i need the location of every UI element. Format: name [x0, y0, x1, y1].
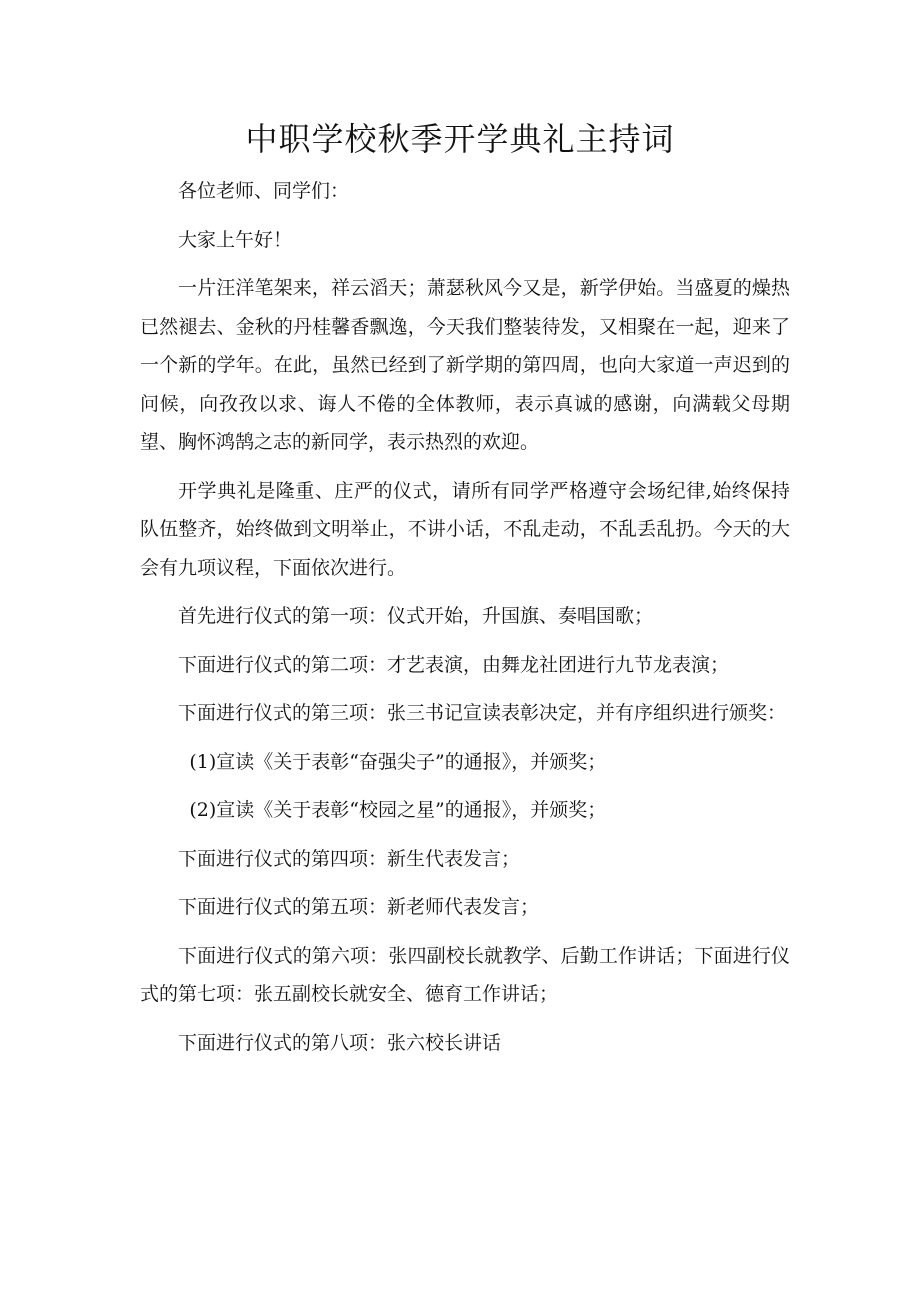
- paragraph-salutation: 各位老师、同学们：: [178, 180, 350, 202]
- agenda-subitem-2: (2)宣读《关于表彰“校园之星”的通报》，并颁奖；: [189, 799, 607, 821]
- document-body: [140, 172, 790, 1072]
- agenda-item-6-7: 下面进行仪式的第六项：张四副校长就教学、后勤工作讲话；下面进行仪式的第七项：张五副校长就安全、德育工作讲话；: [140, 944, 790, 1005]
- agenda-item-4: 下面进行仪式的第四项：新生代表发言；: [178, 847, 521, 870]
- agenda-item-1: 首先进行仪式的第一项：仪式开始，升国旗、奏唱国歌；: [178, 605, 654, 627]
- agenda-item-5: 下面进行仪式的第五项：新老师代表发言；: [178, 896, 540, 918]
- agenda-item-8: 下面进行仪式的第八项：张六校长讲话: [178, 1031, 502, 1054]
- paragraph-discipline: 开学典礼是隆重、庄严的仪式，请所有同学严格遵守会场纪律,始终保持队伍整齐，始终做到文明举止，不讲小话，不乱走动，不乱丢乱扔。今天的大会有九项议程，下面依次进行。: [140, 479, 790, 579]
- paragraph-greeting: 大家上午好！: [178, 228, 293, 251]
- agenda-item-3: 下面进行仪式的第三项：张三书记宣读表彰决定，并有序组织进行颁奖：: [178, 702, 787, 724]
- document-title: 中职学校秋季开学典礼主持词: [245, 120, 675, 158]
- paragraph-opening: 一片汪洋笔架来，祥云滔天；萧瑟秋风今又是，新学伊始。当盛夏的燥热已然褪去、金秋的丹桂馨香飘逸，今天我们整装待发，又相聚在一起，迎来了一个新的学年。在此，虽然已经到了新学期的第四周，也向大家道一声迟到的问候，向孜孜以求、诲人不倦的全体教师，表示真诚的感谢，向满载父母期望、胸怀鸿鹄之志的新同学，表示热烈的欢迎。: [140, 277, 790, 453]
- agenda-subitem-1: (1)宣读《关于表彰“奋强尖子”的通报》，并颁奖；: [189, 750, 607, 773]
- agenda-item-2: 下面进行仪式的第二项：才艺表演，由舞龙社团进行九节龙表演；: [178, 653, 730, 676]
